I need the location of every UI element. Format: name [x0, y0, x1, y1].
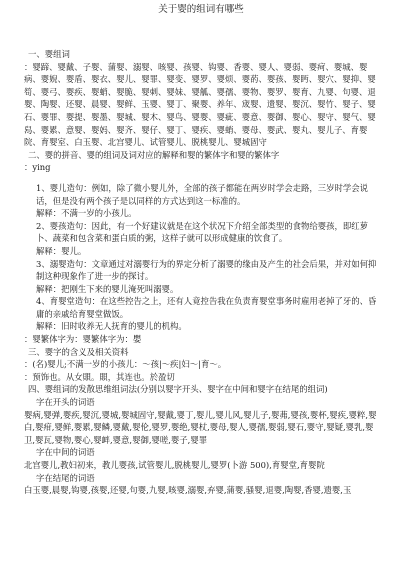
sub2-heading: 字在中间的词语 [36, 447, 95, 458]
item4-sentence: 4、育婴堂造句：在这些控告之上，还有人竟控告我在负责育婴堂事务时雇用老掉了牙的、昏庸的亲戚给育婴堂做饭。 [36, 296, 377, 319]
item1-sentence: 1、婴儿造句：例如，除了微小婴儿外，全部的孩子都能在两岁时学会走路，三岁时学会说话，但是没有两个孩子是以同样的方式达到这一标准的。 [36, 182, 368, 206]
document-title: 关于婴的组词有哪些 [158, 4, 244, 15]
item2-explanation: 解释：婴儿。 [36, 245, 87, 256]
section3-heading: 三、婴字的含义及相关资料 [28, 346, 129, 357]
item4-explanation: 解释：旧时收养无人抚育的婴儿的机构。 [36, 321, 187, 332]
pinyin-label: ：ying [24, 162, 51, 173]
item2-sentence: 2、婴孩造句：因此，有一个好建议就是在这个状况下介绍全部类型的食物给婴孩，即红萝卜、蔬菜和包含菜和蛋白质的粥，这样子就可以形成健康的饮食了。 [36, 220, 368, 244]
sub2-word-list: 北宫婴儿,教妇初来，教儿婴孩,试管婴儿,脱桃婴儿,婴罗(卜游 500),育婴堂,育婴院 [24, 460, 325, 470]
sub1-heading: 字在开头的词语 [36, 397, 95, 408]
meaning-line-1: ：(名)婴儿;不满一岁的小孩儿：～孩|～疾|妇～|育～。 [24, 359, 227, 370]
section1-heading: 一、婴组词 [28, 49, 70, 59]
sub3-word-list: 白玉婴,晨婴,钩婴,孩婴,还婴,句婴,九婴,咳婴,溺婴,弃婴,蒲婴,骚婴,退婴,陶婴,香婴,遗婴,玉 [24, 485, 352, 496]
sub1-word-list: 婴病,婴弹,婴疾,婴沉,婴城,婴城固守,婴戴,婴丁,婴儿,婴儿风,婴儿子,婴茀,婴孩,婴杯,婴疾,婴粹,婴白,婴疳,婴鲜,婴累,婴鳞,婴戴,婴伦,婴罗,婴绝,婴杖,婴母,婴人,婴孺,婴弱,婴石,婴守,婴疑,婴乳,婴卫,婴瓦,婴物,婴心,婴衅,婴意,婴御,婴嗟,婴子,婴罪 [24, 409, 377, 445]
item3-explanation: 解释：把刚生下来的婴儿淹死叫溺婴。 [36, 283, 179, 294]
item3-sentence: 3、溺婴造句：文章通过对溺婴行为的界定分析了溺婴的缘由及产生的社会后果，并对如何抑制这种现象作了进一步的探讨。 [36, 258, 377, 282]
sub3-heading: 字在结尾的词语 [36, 472, 95, 483]
section2-heading: 二、婴的拼音、婴的组词及词对应的解释和婴的繁体字和婴的繁体字 [28, 149, 280, 160]
section4-heading: 四、婴组词的发散思维组词法(分别以婴字开头、婴字在中间和婴字在结尾的组词) [28, 384, 328, 395]
meaning-line-2: ：预饰也。从女賏。賏，其连也。於盈切 [24, 371, 175, 382]
traditional-character: ：婴繁体字为：婴繁体字为：嬰 [24, 334, 142, 345]
item1-explanation: 解释：不满一岁的小孩儿。 [36, 208, 137, 219]
section1-word-list: ：婴蹄、婴戴、子婴、蒲婴、溺婴、咳婴、孩婴、钩婴、香婴、婴人、婴弱、婴疴、婴城、婴病、婴婗、婴盾、婴衣、婴儿、婴罪、婴变、婴罗、婴烦、婴菂、婴孩、婴眄、婴穴、婴抑、婴笱、婴弓、婴疾、婴蛸、婴脆、婴刺、婴妹、婴觚、婴孺、婴物、婴罗、婴育、九婴、句婴、退婴、陶婴、还婴、晨婴、婴鲜、玉婴、婴丁、聚婴、养年、宬婴、遗婴、婴沉、婴竹、婴子、婴石、婴罪、婴提、婴墨、婴城、婴木、婴鸟、婴婴、婴疵、婴意、婴御、婴心、婴守、婴气、婴舄、婴累、意婴、婴妈、婴齐、婴仔、婴丁、婴疾、婴蛸、婴母、婴武、婴丸、婴儿子、育婴院、育婴室、白玉婴、北宫婴儿、试管婴儿、脱桃婴儿、婴城固守 [24, 61, 376, 148]
